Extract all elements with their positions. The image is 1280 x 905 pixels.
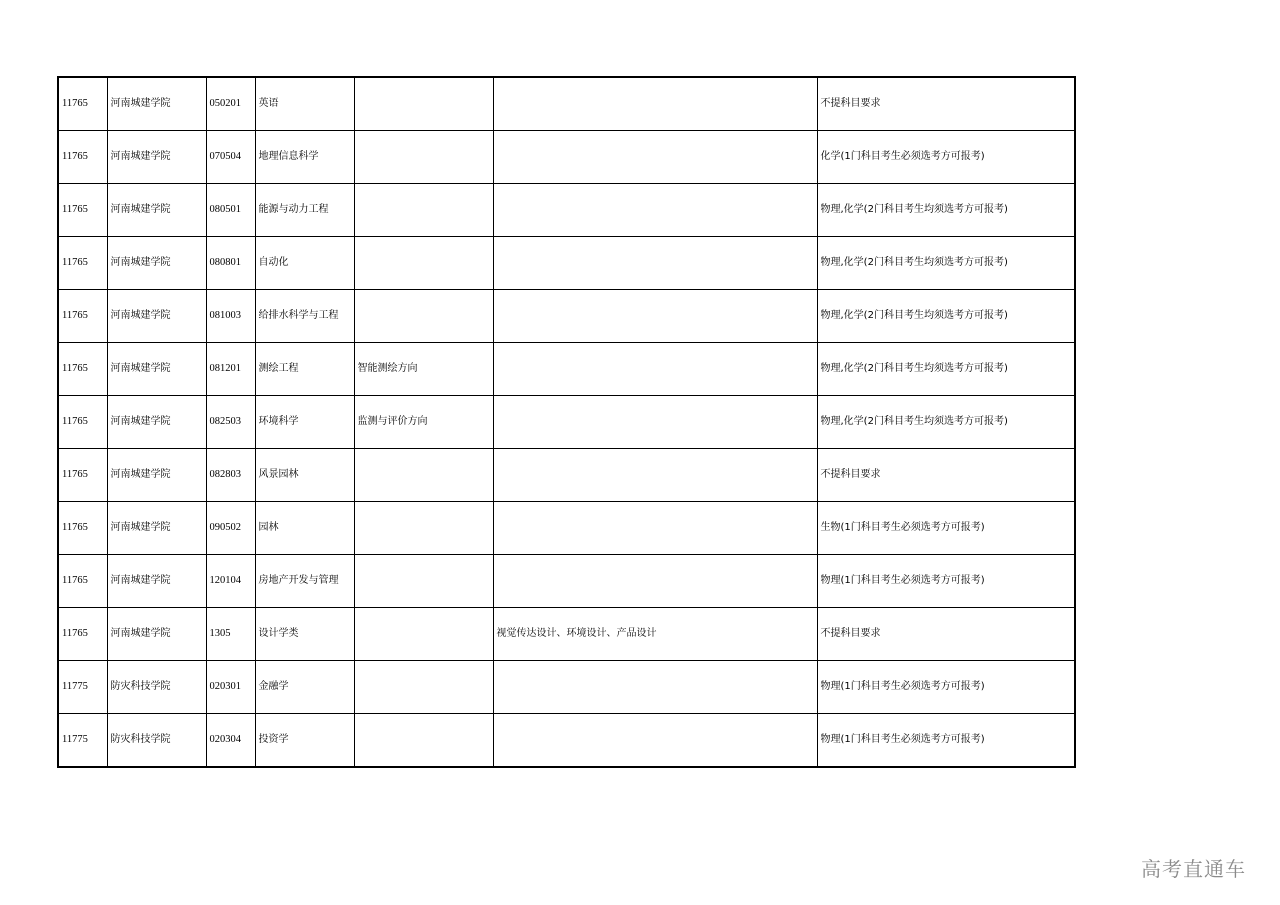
included-majors-cell: [493, 555, 817, 608]
major-name-cell: 投资学: [255, 714, 354, 768]
major-direction-cell: [354, 237, 493, 290]
major-direction-cell: [354, 449, 493, 502]
subject-requirement-cell: 生物(1门科目考生必须选考方可报考): [817, 502, 1075, 555]
institution-code-cell: 11765: [58, 555, 107, 608]
included-majors-cell: [493, 343, 817, 396]
institution-code-cell: 11765: [58, 290, 107, 343]
institution-code-cell: 11765: [58, 131, 107, 184]
major-name-cell: 设计学类: [255, 608, 354, 661]
table-row: [58, 131, 1075, 184]
table-row: [58, 661, 1075, 714]
subject-requirement-cell: 物理(1门科目考生必须选考方可报考): [817, 555, 1075, 608]
major-direction-cell: [354, 290, 493, 343]
subject-requirement-cell: 化学(1门科目考生必须选考方可报考): [817, 131, 1075, 184]
major-direction-cell: [354, 661, 493, 714]
institution-name-cell: 河南城建学院: [107, 290, 206, 343]
major-direction-cell: [354, 77, 493, 131]
subject-requirements-table: [57, 76, 1076, 768]
major-code-cell: 020301: [206, 661, 255, 714]
included-majors-cell: [493, 449, 817, 502]
institution-code-cell: 11765: [58, 608, 107, 661]
major-code-cell: 120104: [206, 555, 255, 608]
institution-name-cell: 河南城建学院: [107, 131, 206, 184]
major-direction-cell: [354, 131, 493, 184]
table-row: [58, 502, 1075, 555]
major-name-cell: 园林: [255, 502, 354, 555]
institution-code-cell: 11775: [58, 661, 107, 714]
major-direction-cell: 智能测绘方向: [354, 343, 493, 396]
included-majors-cell: [493, 502, 817, 555]
major-code-cell: 070504: [206, 131, 255, 184]
included-majors-cell: [493, 396, 817, 449]
major-code-cell: 050201: [206, 77, 255, 131]
major-code-cell: 082503: [206, 396, 255, 449]
institution-name-cell: 河南城建学院: [107, 396, 206, 449]
table-row: [58, 184, 1075, 237]
included-majors-cell: 视觉传达设计、环境设计、产品设计: [493, 608, 817, 661]
major-code-cell: 081003: [206, 290, 255, 343]
major-name-cell: 房地产开发与管理: [255, 555, 354, 608]
table-row: [58, 237, 1075, 290]
institution-name-cell: 河南城建学院: [107, 502, 206, 555]
major-code-cell: 080501: [206, 184, 255, 237]
subject-requirement-cell: 物理,化学(2门科目考生均须选考方可报考): [817, 237, 1075, 290]
institution-code-cell: 11765: [58, 343, 107, 396]
institution-name-cell: 河南城建学院: [107, 77, 206, 131]
table-row: [58, 343, 1075, 396]
major-direction-cell: 监测与评价方向: [354, 396, 493, 449]
included-majors-cell: [493, 290, 817, 343]
table-row: [58, 555, 1075, 608]
institution-name-cell: 河南城建学院: [107, 449, 206, 502]
table-row: [58, 396, 1075, 449]
included-majors-cell: [493, 661, 817, 714]
institution-name-cell: 防灾科技学院: [107, 714, 206, 768]
major-direction-cell: [354, 184, 493, 237]
subject-requirement-cell: 不提科目要求: [817, 608, 1075, 661]
major-direction-cell: [354, 714, 493, 768]
major-name-cell: 自动化: [255, 237, 354, 290]
major-code-cell: 090502: [206, 502, 255, 555]
included-majors-cell: [493, 77, 817, 131]
table-body: [58, 77, 1075, 767]
major-direction-cell: [354, 555, 493, 608]
subject-requirement-cell: 不提科目要求: [817, 449, 1075, 502]
institution-name-cell: 河南城建学院: [107, 343, 206, 396]
subject-requirement-cell: 物理,化学(2门科目考生均须选考方可报考): [817, 343, 1075, 396]
major-name-cell: 英语: [255, 77, 354, 131]
institution-name-cell: 河南城建学院: [107, 555, 206, 608]
institution-name-cell: 河南城建学院: [107, 184, 206, 237]
major-name-cell: 测绘工程: [255, 343, 354, 396]
major-name-cell: 地理信息科学: [255, 131, 354, 184]
subject-requirement-cell: 物理(1门科目考生必须选考方可报考): [817, 714, 1075, 768]
included-majors-cell: [493, 184, 817, 237]
table-row: [58, 290, 1075, 343]
institution-code-cell: 11775: [58, 714, 107, 768]
major-code-cell: 020304: [206, 714, 255, 768]
institution-code-cell: 11765: [58, 184, 107, 237]
subject-requirement-cell: 不提科目要求: [817, 77, 1075, 131]
subject-requirement-cell: 物理,化学(2门科目考生均须选考方可报考): [817, 396, 1075, 449]
institution-code-cell: 11765: [58, 449, 107, 502]
major-code-cell: 080801: [206, 237, 255, 290]
major-direction-cell: [354, 502, 493, 555]
table-row: [58, 449, 1075, 502]
watermark-text: 高考直通车: [1141, 857, 1246, 881]
institution-code-cell: 11765: [58, 237, 107, 290]
institution-name-cell: 防灾科技学院: [107, 661, 206, 714]
included-majors-cell: [493, 237, 817, 290]
major-name-cell: 给排水科学与工程: [255, 290, 354, 343]
major-code-cell: 082803: [206, 449, 255, 502]
institution-code-cell: 11765: [58, 396, 107, 449]
major-code-cell: 081201: [206, 343, 255, 396]
included-majors-cell: [493, 131, 817, 184]
major-direction-cell: [354, 608, 493, 661]
institution-code-cell: 11765: [58, 77, 107, 131]
subject-requirement-cell: 物理,化学(2门科目考生均须选考方可报考): [817, 184, 1075, 237]
major-name-cell: 金融学: [255, 661, 354, 714]
major-name-cell: 环境科学: [255, 396, 354, 449]
major-code-cell: 1305: [206, 608, 255, 661]
major-name-cell: 风景园林: [255, 449, 354, 502]
table-row: [58, 608, 1075, 661]
included-majors-cell: [493, 714, 817, 768]
subject-requirement-cell: 物理(1门科目考生必须选考方可报考): [817, 661, 1075, 714]
subject-requirement-cell: 物理,化学(2门科目考生均须选考方可报考): [817, 290, 1075, 343]
major-name-cell: 能源与动力工程: [255, 184, 354, 237]
institution-code-cell: 11765: [58, 502, 107, 555]
institution-name-cell: 河南城建学院: [107, 237, 206, 290]
institution-name-cell: 河南城建学院: [107, 608, 206, 661]
table-row: [58, 77, 1075, 131]
table-row: [58, 714, 1075, 768]
